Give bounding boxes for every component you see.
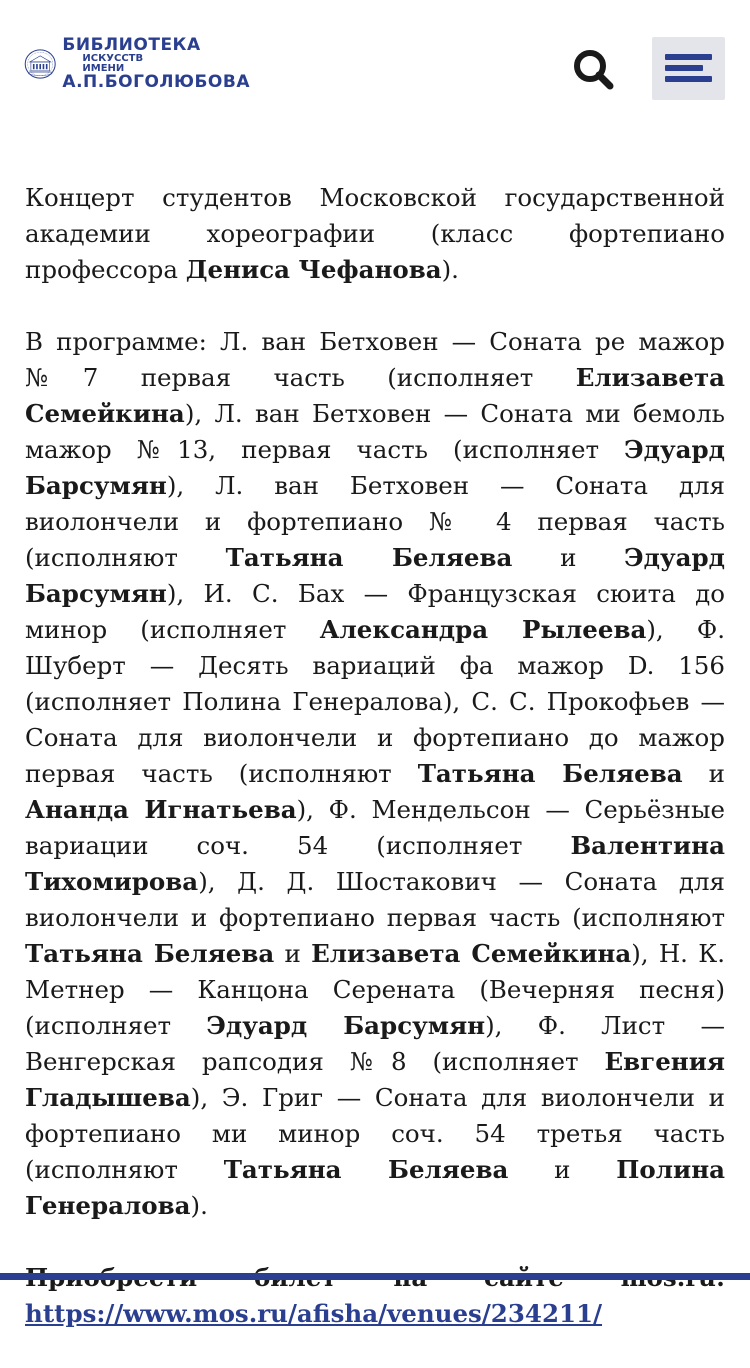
text: В программе: Л. ван Бетховен — Соната ре мажор №7 первая часть (исполняет: [25, 327, 725, 392]
performer-name: Татьяна Беляева: [225, 543, 513, 572]
text: ), Ф. Шуберт — Десять вариаций фа мажор D. 156 (исполняет Полина Генералова), С. С. Прокофьев — Соната для виолончели и фортепиано до мажор первая часть (исполняют: [25, 615, 725, 788]
text: ), Л. ван Бетховен — Соната ми бемоль мажор №13, первая часть (исполняет: [25, 399, 725, 464]
performer-name: Эдуард Барсумян: [206, 1011, 486, 1040]
performer-name: Татьяна Беляева: [25, 939, 275, 968]
logo-line-2: ИСКУССТВ: [82, 53, 144, 64]
text: ), Э. Григ — Соната для виолончели и фортепиано ми минор соч. 54 третья часть (исполняют: [25, 1083, 725, 1184]
text: ), Ф. Лист — Венгерская рапсодия №8 (исполняет: [25, 1011, 725, 1076]
performer-name: Елизавета Семейкина: [25, 363, 725, 428]
library-logo[interactable]: [24, 26, 250, 102]
hamburger-bar-3: [665, 76, 712, 82]
text: ).: [190, 1191, 208, 1220]
library-wordmark: [62, 37, 250, 91]
site-header: [0, 0, 750, 140]
performer-name: Валентина Тихомирова: [25, 831, 725, 896]
performer-name: Ананда Игнатьева: [25, 795, 297, 824]
text: Концерт студентов Московской государственной академии хореографии (класс фортепиано профессора: [25, 183, 725, 284]
performer-name: Эдуард Барсумян: [25, 435, 725, 500]
performer-name: Эдуард Барсумян: [25, 543, 725, 608]
search-icon: [570, 46, 616, 92]
text: и: [508, 1155, 617, 1184]
professor-name: Дениса Чефанова: [185, 255, 442, 284]
text: ), Ф. Мендельсон — Серьёзные вариации соч. 54 (исполняет: [25, 795, 726, 860]
logo-line-4: А.П.БОГОЛЮБОВА: [62, 72, 250, 92]
program-paragraph: [25, 324, 725, 1224]
logo-line-1: БИБЛИОТЕКА: [62, 35, 201, 55]
performer-name: Елизавета Семейкина: [311, 939, 632, 968]
text: и: [274, 939, 312, 968]
text: ), И. С. Бах — Французская сюита до минор (исполняет: [25, 579, 725, 644]
performer-name: Евгения Гладышева: [25, 1047, 725, 1112]
menu-button[interactable]: [652, 37, 725, 100]
performer-name: Полина Генералова: [25, 1155, 725, 1220]
text: и: [512, 543, 625, 572]
performer-name: Татьяна Беляева: [223, 1155, 509, 1184]
ticket-link[interactable]: https://www.mos.ru/afisha/venues/234211/: [25, 1299, 603, 1328]
text: ), Д. Д. Шостакович — Соната для виолончели и фортепиано первая часть (исполняют: [25, 867, 725, 932]
text: ), Л. ван Бетховен — Соната для виолончели и фортепиано № 4 первая часть (исполняют: [25, 471, 725, 572]
library-emblem-icon: [24, 26, 56, 102]
text: и: [682, 759, 725, 788]
event-description: [25, 180, 725, 1368]
ticket-paragraph: [25, 1260, 725, 1332]
hamburger-menu-icon: [665, 54, 712, 60]
search-button[interactable]: [570, 46, 616, 92]
performer-name: Татьяна Беляева: [417, 759, 683, 788]
logo-line-3: ИМЕНИ: [82, 63, 125, 74]
text: ), Н. К. Метнер — Канцона Серената (Вечерняя песня) (исполняет: [25, 939, 725, 1040]
performer-name: Александра Рылеева: [319, 615, 647, 644]
hamburger-bar-2: [665, 65, 703, 71]
bottom-bar: [0, 1273, 750, 1280]
text: ).: [441, 255, 459, 284]
intro-paragraph: [25, 180, 725, 288]
